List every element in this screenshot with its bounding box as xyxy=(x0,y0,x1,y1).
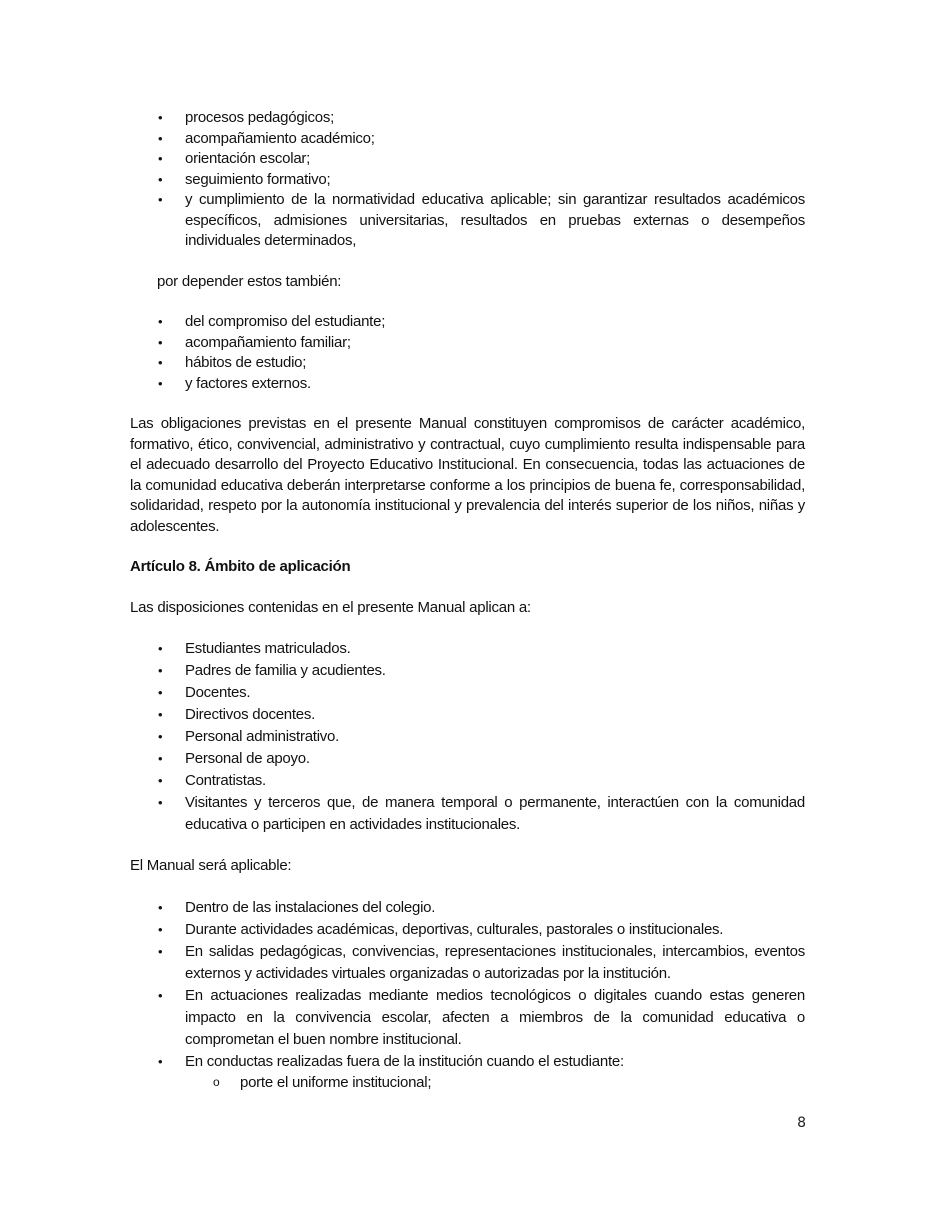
list-item: • orientación escolar; xyxy=(130,149,805,170)
list-processes xyxy=(130,108,805,252)
sublist-conduct-outside xyxy=(130,1073,805,1094)
list-item: • procesos pedagógicos; xyxy=(130,108,805,129)
list-item: • del compromiso del estudiante; xyxy=(130,312,805,333)
list-item: • Visitantes y terceros que, de manera temporal o permanente, interactúen con la comunidad educativa o participen en actividades institucionales. xyxy=(130,792,805,836)
list-item: • Docentes. xyxy=(130,682,805,704)
intro-scope: Las disposiciones contenidas en el presente Manual aplican a: xyxy=(130,598,531,616)
list-item: • y factores externos. xyxy=(130,374,805,395)
intro-dependencies: por depender estos también: xyxy=(157,272,342,290)
list-item: • Directivos docentes. xyxy=(130,704,805,726)
list-item: • Durante actividades académicas, deportivas, culturales, pastorales o institucionales. xyxy=(130,919,805,941)
list-item: o porte el uniforme institucional; xyxy=(130,1073,805,1094)
list-item: • hábitos de estudio; xyxy=(130,353,805,374)
list-item: • Personal administrativo. xyxy=(130,726,805,748)
list-item: • seguimiento formativo; xyxy=(130,170,805,191)
list-item: • Personal de apoyo. xyxy=(130,748,805,770)
list-item: • Estudiantes matriculados. xyxy=(130,638,805,660)
list-item: • Padres de familia y acudientes. xyxy=(130,660,805,682)
list-item: • En salidas pedagógicas, convivencias, representaciones institucionales, intercambios, eventos externos y actividades virtuales organizadas o autorizadas por la institución. xyxy=(130,941,805,985)
list-item: • y cumplimiento de la normatividad educativa aplicable; sin garantizar resultados académicos específicos, admisiones universitarias, resultados en pruebas externas o desempeños individuales determinados, xyxy=(130,190,805,252)
list-item: • En conductas realizadas fuera de la institución cuando el estudiante: xyxy=(130,1051,805,1073)
list-applicability xyxy=(130,897,805,1073)
list-item: • Dentro de las instalaciones del colegio. xyxy=(130,897,805,919)
list-item: • acompañamiento académico; xyxy=(130,129,805,150)
page-content xyxy=(130,108,805,1093)
article-8-heading: Artículo 8. Ámbito de aplicación xyxy=(130,558,351,575)
list-item: • Contratistas. xyxy=(130,770,805,792)
intro-applicability: El Manual será aplicable: xyxy=(130,857,292,874)
list-scope-subjects xyxy=(130,638,805,836)
page-number: 8 xyxy=(797,1115,806,1131)
list-item: • En actuaciones realizadas mediante medios tecnológicos o digitales cuando estas generen impacto en la convivencia escolar, afecten a miembros de la comunidad educativa o comprometan el buen nombre institucional. xyxy=(130,985,805,1051)
list-item: • acompañamiento familiar; xyxy=(130,333,805,354)
list-dependencies xyxy=(130,312,805,394)
paragraph-obligations: Las obligaciones previstas en el presente Manual constituyen compromisos de carácter académico, formativo, ético, convivencial, administrativo y contractual, cuyo cumplimiento resulta indispensable para el adecuado desarrollo del Proyecto Educativo Institucional. En consecuencia, todas las actuaciones de la comunidad educativa deberán interpretarse conforme a los principios de buena fe, corresponsabilidad, solidaridad, respeto por la autonomía institucional y prevalencia del interés superior de los niños, niñas y adolescentes. xyxy=(130,415,805,535)
